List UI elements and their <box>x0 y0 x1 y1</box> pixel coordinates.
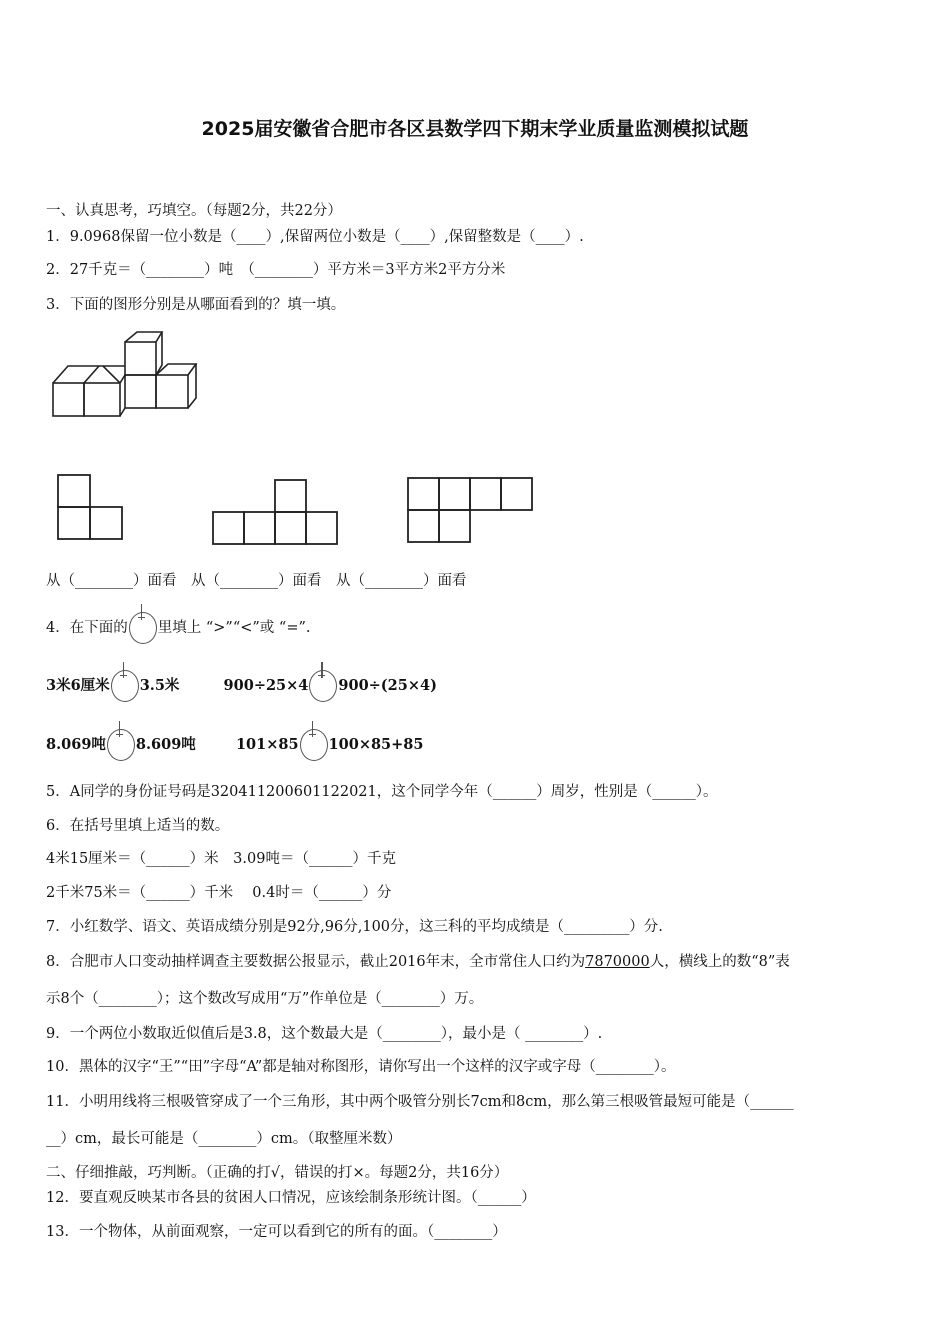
question-2: 2．27千克＝（________）吨 （________）平方米＝3平方米2平方分米 <box>46 262 506 278</box>
question-3: 3．下面的图形分别是从哪面看到的？填一填。 <box>46 297 346 313</box>
compare-circle-4[interactable] <box>300 729 328 761</box>
view-figure-1 <box>55 472 127 544</box>
view-figure-2 <box>210 477 342 547</box>
section-2-heading: 二、仔细推敲，巧判断。（正确的打√，错误的打×。每题2分，共16分） <box>46 1165 509 1181</box>
question-10: 10．黑体的汉字“王”“田”字母“A”都是轴对称图形，请你写出一个这样的汉字或字母（________）。 <box>46 1059 676 1075</box>
question-4: 4．在下面的 里填上 “>”“<”或 “=”. <box>46 612 311 644</box>
question-13: 13．一个物体，从前面观察，一定可以看到它的所有的面。（________） <box>46 1224 507 1240</box>
question-11-line-2: __）cm，最长可能是（________）cm。（取整厘米数） <box>46 1131 402 1147</box>
question-6: 6．在括号里填上适当的数。 <box>46 818 230 834</box>
question-1: 1．9.0968保留一位小数是（____）,保留两位小数是（____）,保留整数是（____）. <box>46 229 584 245</box>
section-1-heading: 一、认真思考，巧填空。（每题2分，共22分） <box>46 203 342 219</box>
view-figure-3 <box>405 475 537 545</box>
question-5: 5．A同学的身份证号码是320411200601122021，这个同学今年（______）周岁，性别是（______）。 <box>46 784 718 800</box>
question-4-row-2: 8.069吨 8.609吨 101×85 100×85+85 <box>46 729 423 761</box>
question-8-line-2: 示8个（________）；这个数改写成用“万”作单位是（________）万。 <box>46 991 484 1007</box>
compare-circle-2[interactable] <box>309 670 337 702</box>
question-11-line-1: 11．小明用线将三根吸管穿成了一个三角形，其中两个吸管分别长7cm和8cm，那么第三根吸管最短可能是（______ <box>46 1094 794 1110</box>
page-title: 2025届安徽省合肥市各区县数学四下期末学业质量监测模拟试题 <box>201 118 749 140</box>
question-9: 9．一个两位小数取近似值后是3.8，这个数最大是（________），最小是（ ________）. <box>46 1026 603 1042</box>
underlined-number: 7870000 <box>585 954 650 970</box>
cube-structure-figure <box>50 330 200 422</box>
question-6-line-1: 4米15厘米＝（______）米 3.09吨＝（______）千克 <box>46 851 396 867</box>
question-6-line-2: 2千米75米＝（______）千米 0.4时＝（______）分 <box>46 885 392 901</box>
question-12: 12．要直观反映某市各县的贫困人口情况，应该绘制条形统计图。（______） <box>46 1190 536 1206</box>
compare-circle-3[interactable] <box>107 729 135 761</box>
compare-circle-1[interactable] <box>111 670 139 702</box>
question-4-row-1: 3米6厘米 3.5米 900÷25×4 900÷(25×4) <box>46 670 437 702</box>
question-8: 8．合肥市人口变动抽样调查主要数据公报显示，截止2016年末，全市常住人口约为7870000人，横线上的数“8”表 <box>46 954 790 970</box>
compare-circle-icon <box>129 612 157 644</box>
question-3-answer: 从（________）面看 从（________）面看 从（________）面看 <box>46 573 467 589</box>
question-7: 7．小红数学、语文、英语成绩分别是92分,96分,100分，这三科的平均成绩是（_________）分. <box>46 919 663 935</box>
